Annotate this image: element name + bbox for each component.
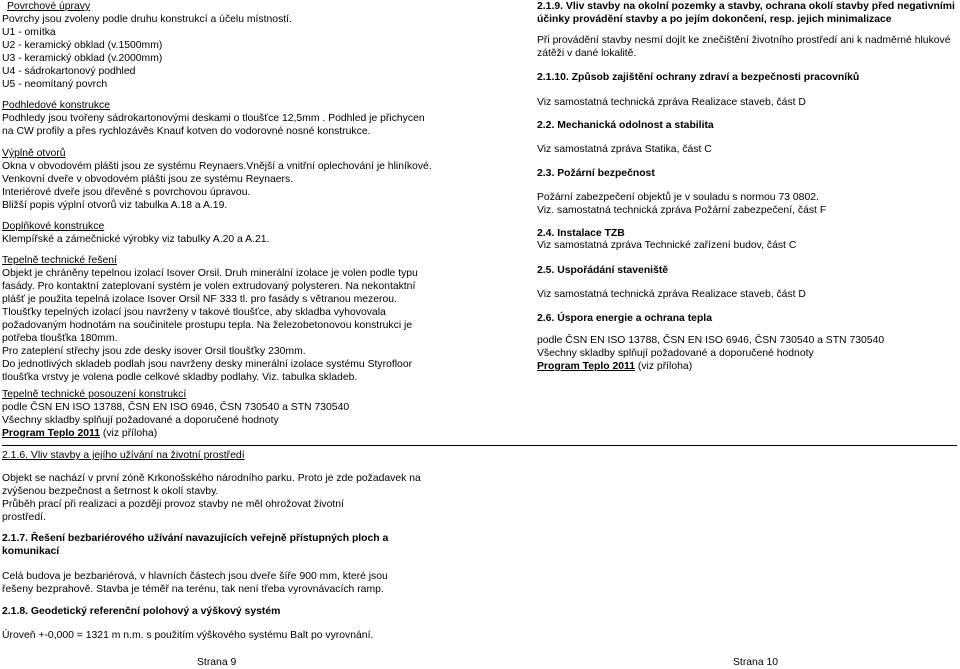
text-line: Všechny skladby splňují požadované a doporučené hodnoty [2,415,279,426]
heading-tepelne-posouzeni: Tepelně technické posouzení konstrukcí [2,389,187,400]
text-line: Interiérové dveře jsou dřevěné s povrchovou úpravou. [2,187,251,198]
text-line: Klempířské a zámečnické výrobky viz tabulky A.20 a A.21. [2,234,270,245]
text-line: fasády. Pro kontaktní zateplovaní systém je volen extrudovaný polysteren. Na nekontaktní [2,281,416,292]
text-line: Objekt je chráněny tepelnou izolací Isover Orsil. Druh minerální izolace je volen podle typu [2,268,418,279]
heading-doplnkove-konstrukce: Doplňkové konstrukce [2,221,105,232]
heading-2-6: 2.6. Úspora energie a ochrana tepla [537,313,712,324]
text-line: Objekt se nachází v první zóně Krkonošského národního parku. Proto je zde požadavek na [2,473,421,484]
text-line: Do jednotlivých skladeb podlah jsou navrženy desky minerální izolace systému Styrofloor [2,359,413,370]
text-line: Venkovní dveře v obvodovém plášti jsou ze systému Reynaers. [2,174,294,185]
priloha-note: (viz příloha) [99,428,158,439]
text-line: U1 - omítka [2,27,56,38]
text-line: podle ČSN EN ISO 13788, ČSN EN ISO 6946, ČSN 730540 a STN 730540 [537,335,885,346]
heading-2-1-8: 2.1.8. Geodetický referenční polohový a výškový systém [2,606,281,617]
text-line: Podhledy jsou tvořeny sádrokartonovými deskami o tloušťce 12,5mm . Podhled je přichycen [2,113,425,124]
heading-vyplne-otvoru: Výplně otvorů [2,148,66,159]
program-teplo-line [2,427,157,440]
text-line: plášť je použita tepelná izolace Isover Orsil NF 333 tl. pro fasády s větranou mezerou. [2,294,397,305]
text-line: Tloušťky tepelných izolací jsou navrženy v takové tloušťce, aby skladba vyhovovala [2,307,386,318]
text-line: Průběh prací při realizaci a později provoz stavby ne měl ohrožovat životní [2,499,344,510]
text-line: Viz samostatná technická zpráva Realizace staveb, část D [537,289,806,300]
heading-povrchove-upravy: Povrchové úpravy [7,1,91,12]
text-line: Při provádění stavby nesmí dojít ke znečištění životního prostředí ani k nadměrné hlukové [537,35,951,46]
text-line: prostředí. [2,512,46,523]
program-teplo-line [537,360,692,373]
text-line: řešeny bezprahově. Stavba je téměř na terénu, tak není třeba vyrovnávacích ramp. [2,584,384,595]
text-line: Viz samostatná zpráva Statika, část C [537,144,712,155]
heading-2-5: 2.5. Uspořádání staveniště [537,265,669,276]
text-line: Bližší popis výplní otvorů viz tabulka A.18 a A.19. [2,200,228,211]
heading-tepelne-technicke-reseni: Tepelně technické řešení [2,255,117,266]
text-line: Všechny skladby splňují požadované a doporučené hodnoty [537,348,814,359]
text-line: Celá budova je bezbariérová, v hlavních částech jsou dveře šíře 900 mm, které jsou [2,571,388,582]
text-line: potřeba tloušťka 180mm. [2,333,118,344]
text-line: Povrchy jsou zvoleny podle druhu konstrukcí a účelu místností. [2,14,292,25]
text-line: Pro zateplení střechy jsou zde desky isover Orsil tloušťky 230mm. [2,346,306,357]
priloha-note: (viz příloha) [634,361,693,372]
heading-podhledove-konstrukce: Podhledové konstrukce [2,100,111,111]
program-teplo-link[interactable]: Program Teplo 2011 [537,361,635,372]
text-line: U3 - keramický obklad (v.2000mm) [2,53,163,64]
heading-2-3: 2.3. Požární bezpečnost [537,168,655,179]
text-line: zátěži v dané lokalitě. [537,48,637,59]
text-line: Požární zabezpečení objektů je v souladu s normou 73 0802. [537,192,819,203]
text-line: tloušťka vrstvy je volena podle celkové skladby podlahy. Viz. tabulka skladeb. [2,372,358,383]
text-line: Viz. samostatná technická zpráva Požární zabezpečení, část F [537,205,827,216]
heading-2-1-6: 2.1.6. Vliv stavby a jejího užívání na životní prostředí [2,450,245,461]
page-number-9: Strana 9 [197,657,237,668]
heading-2-1-7: 2.1.7. Řešení bezbariérového užívání navazujících veřejně přístupných ploch a [2,533,389,544]
heading-2-1-9-cont: účinky provádění stavby a po jejím dokončení, resp. jejich minimalizace [537,14,892,25]
text-line: na CW profily a přes rychlozávěs Knauf kotven do vodorovné nosné konstrukce. [2,126,371,137]
text-line: požadovaným hodnotám na součinitele prostupu tepla. Na železobetonovou konstrukci je [2,320,413,331]
heading-2-2: 2.2. Mechanická odolnost a stabilita [537,120,714,131]
text-line: podle ČSN EN ISO 13788, ČSN EN ISO 6946, ČSN 730540 a STN 730540 [2,402,350,413]
heading-2-1-10: 2.1.10. Způsob zajištění ochrany zdraví a bezpečnosti pracovníků [537,72,860,83]
heading-2-4: 2.4. Instalace TZB [537,228,625,239]
text-line: U5 - neomítaný povrch [2,79,108,90]
heading-2-1-7-cont: komunikací [2,546,60,557]
text-line: Viz samostatná zpráva Technické zařízení budov, část C [537,240,797,251]
text-line: Okna v obvodovém plášti jsou ze systému Reynaers.Vnější a vnitřní oplechování je hliníkové. [2,161,432,172]
section-divider [2,445,957,446]
text-line: U4 - sádrokartonový podhled [2,66,136,77]
text-line: Úroveň +-0,000 = 1321 m n.m. s použitím výškového systému Balt po vyrovnání. [2,630,374,641]
program-teplo-link[interactable]: Program Teplo 2011 [2,428,100,439]
text-line: U2 - keramický obklad (v.1500mm) [2,40,163,51]
page-number-10: Strana 10 [733,657,779,668]
text-line: zvýšenou bezpečnost a šetrnost k okolí stavby. [2,486,219,497]
text-line: Viz samostatná technická zpráva Realizace staveb, část D [537,97,806,108]
heading-2-1-9: 2.1.9. Vliv stavby na okolní pozemky a stavby, ochrana okolí stavby před negativními [537,1,955,12]
